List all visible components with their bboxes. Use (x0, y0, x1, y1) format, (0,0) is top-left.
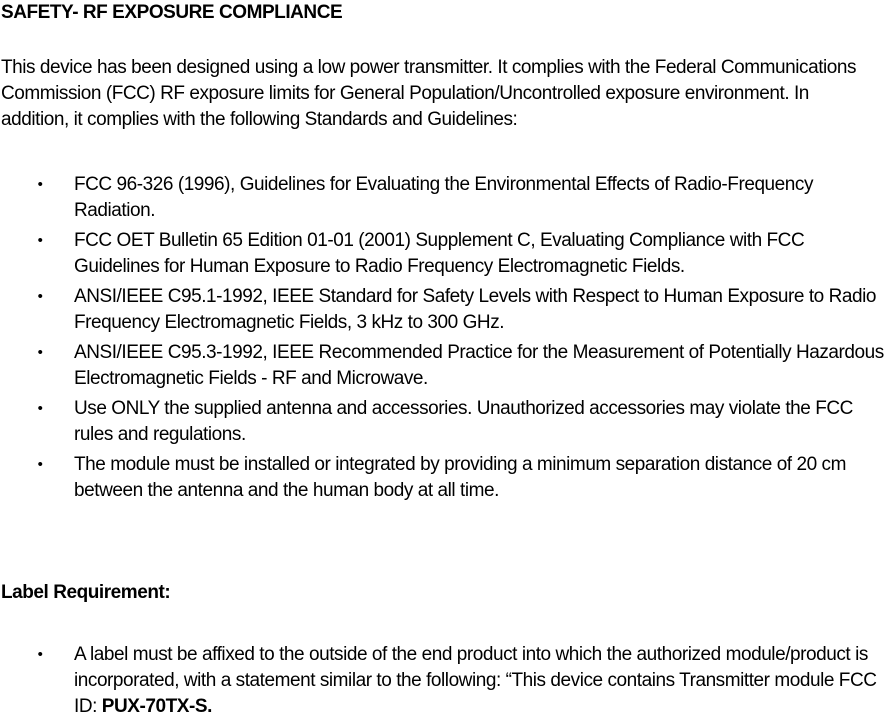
bullet-icon: • (37, 344, 43, 361)
bullet-icon: • (37, 646, 43, 663)
bullet-icon: • (37, 232, 43, 249)
safety-heading: SAFETY- RF EXPOSURE COMPLIANCE (1, 2, 343, 23)
list-item (1, 642, 892, 720)
list-item-text: Use ONLY the supplied antenna and accessories. Unauthorized accessories may violate the FCC rules and regulations. (74, 398, 853, 445)
list-item-text: ANSI/IEEE C95.1-1992, IEEE Standard for Safety Levels with Respect to Human Exposure to Radio Frequency Electromagnetic Fields, 3 kHz to 300 GHz. (74, 286, 876, 333)
bullet-icon: • (37, 176, 43, 193)
list-item (1, 452, 892, 504)
label-requirement-list (1, 642, 892, 724)
list-item (1, 284, 892, 336)
bullet-icon: • (37, 288, 43, 305)
list-item-text: FCC 96-326 (1996), Guidelines for Evaluating the Environmental Effects of Radio-Frequency Radiation. (74, 174, 814, 221)
list-item (1, 172, 892, 224)
list-item (1, 228, 892, 280)
list-item (1, 396, 892, 448)
bullet-icon: • (37, 400, 43, 417)
label-requirement-heading: Label Requirement: (1, 582, 171, 603)
list-item-text: FCC OET Bulletin 65 Edition 01-01 (2001) Supplement C, Evaluating Compliance with FCC Guidelines for Human Exposure to Radio Frequency Electromagnetic Fields. (74, 230, 805, 277)
bullet-icon: • (37, 456, 43, 473)
fcc-id: PUX-70TX-S. (101, 696, 212, 717)
standards-list (1, 172, 892, 508)
list-item-text: The module must be installed or integrated by providing a minimum separation distance of 20 cm between the antenna and the human body at all time. (74, 454, 846, 501)
intro-paragraph: This device has been designed using a low power transmitter. It complies with the Federal Communications Commission (FCC) RF exposure limits for General Population/Uncontrolled exposure environment. In addition, it complies with the following Standards and Guidelines: (1, 57, 857, 130)
list-item (1, 340, 892, 392)
list-item-text: ANSI/IEEE C95.3-1992, IEEE Recommended Practice for the Measurement of Potentially Hazardous Electromagnetic Fields - RF and Microwave. (74, 342, 884, 389)
list-item-text: A label must be affixed to the outside of the end product into which the authorized module/product is incorporated, with a statement similar to the following: “This device contains Transmitter module FCC ID: (74, 644, 877, 717)
